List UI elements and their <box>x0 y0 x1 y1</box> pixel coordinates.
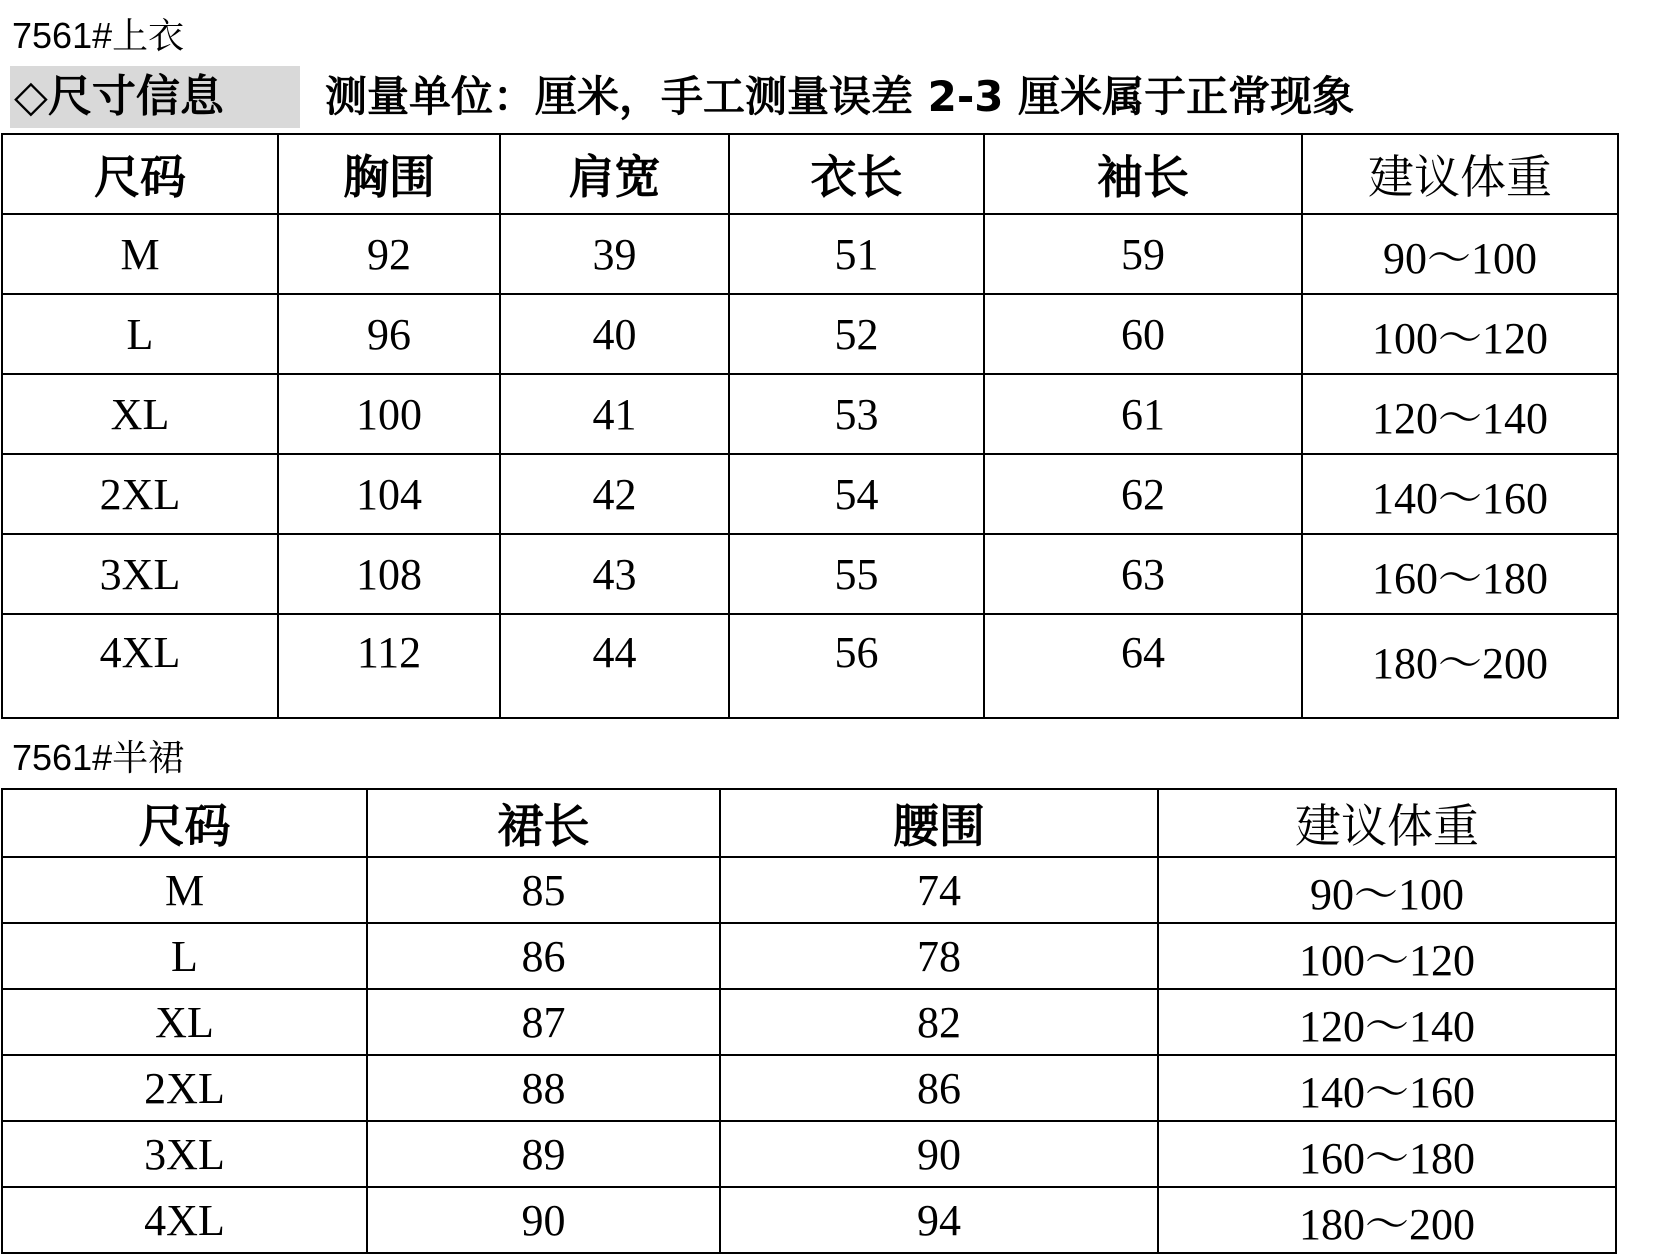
table-row <box>2 534 1618 614</box>
table-row <box>2 1187 1616 1253</box>
table-header-row <box>2 134 1618 214</box>
measurement-note: 测量单位：厘米，手工测量误差 2-3 厘米属于正常现象 <box>325 72 1355 121</box>
header-sleeve: 袖长 <box>984 134 1302 214</box>
size-cell: M <box>2 857 367 923</box>
length-cell: 52 <box>729 294 984 374</box>
chest-cell: 108 <box>278 534 500 614</box>
table-row <box>2 454 1618 534</box>
header-length: 衣长 <box>729 134 984 214</box>
header-shoulder: 肩宽 <box>500 134 729 214</box>
header-size: 尺码 <box>2 789 367 857</box>
size-cell: 2XL <box>2 454 278 534</box>
table-row <box>2 989 1616 1055</box>
weight-cell: 180～200 <box>1302 614 1618 718</box>
chest-cell: 96 <box>278 294 500 374</box>
table-row <box>2 1121 1616 1187</box>
waist-cell: 86 <box>720 1055 1158 1121</box>
size-cell: 3XL <box>2 534 278 614</box>
size-info-row <box>10 66 1530 128</box>
weight-cell: 90～100 <box>1302 214 1618 294</box>
waist-cell: 74 <box>720 857 1158 923</box>
length-cell: 54 <box>729 454 984 534</box>
shoulder-cell: 43 <box>500 534 729 614</box>
header-skirt-length: 裙长 <box>367 789 720 857</box>
chest-cell: 92 <box>278 214 500 294</box>
skirt-length-cell: 85 <box>367 857 720 923</box>
header-chest: 胸围 <box>278 134 500 214</box>
weight-cell: 140～160 <box>1302 454 1618 534</box>
weight-cell: 100～120 <box>1158 923 1616 989</box>
table-row <box>2 857 1616 923</box>
chest-cell: 112 <box>278 614 500 718</box>
chest-cell: 100 <box>278 374 500 454</box>
size-cell: XL <box>2 989 367 1055</box>
top-size-table <box>1 133 1619 719</box>
skirt-length-cell: 88 <box>367 1055 720 1121</box>
length-cell: 53 <box>729 374 984 454</box>
table-row <box>2 923 1616 989</box>
skirt-size-table <box>1 788 1617 1254</box>
waist-cell: 94 <box>720 1187 1158 1253</box>
shoulder-cell: 40 <box>500 294 729 374</box>
skirt-length-cell: 89 <box>367 1121 720 1187</box>
size-cell: L <box>2 923 367 989</box>
size-cell: XL <box>2 374 278 454</box>
table-header-row <box>2 789 1616 857</box>
sleeve-cell: 62 <box>984 454 1302 534</box>
size-cell: 4XL <box>2 1187 367 1253</box>
sleeve-cell: 61 <box>984 374 1302 454</box>
header-weight: 建议体重 <box>1302 134 1618 214</box>
shoulder-cell: 41 <box>500 374 729 454</box>
table-row <box>2 374 1618 454</box>
size-cell: 4XL <box>2 614 278 718</box>
skirt-length-cell: 86 <box>367 923 720 989</box>
size-cell: 3XL <box>2 1121 367 1187</box>
length-cell: 56 <box>729 614 984 718</box>
top-caption: 7561#上衣 <box>12 15 185 56</box>
header-waist: 腰围 <box>720 789 1158 857</box>
table-row <box>2 1055 1616 1121</box>
size-cell: 2XL <box>2 1055 367 1121</box>
waist-cell: 82 <box>720 989 1158 1055</box>
shoulder-cell: 44 <box>500 614 729 718</box>
sleeve-cell: 64 <box>984 614 1302 718</box>
shoulder-cell: 39 <box>500 214 729 294</box>
table-row <box>2 614 1618 718</box>
skirt-length-cell: 87 <box>367 989 720 1055</box>
weight-cell: 90～100 <box>1158 857 1616 923</box>
table-row <box>2 294 1618 374</box>
weight-cell: 120～140 <box>1158 989 1616 1055</box>
sleeve-cell: 63 <box>984 534 1302 614</box>
weight-cell: 180～200 <box>1158 1187 1616 1253</box>
size-cell: L <box>2 294 278 374</box>
waist-cell: 90 <box>720 1121 1158 1187</box>
shoulder-cell: 42 <box>500 454 729 534</box>
skirt-length-cell: 90 <box>367 1187 720 1253</box>
table-row <box>2 214 1618 294</box>
weight-cell: 160～180 <box>1158 1121 1616 1187</box>
length-cell: 55 <box>729 534 984 614</box>
header-size: 尺码 <box>2 134 278 214</box>
waist-cell: 78 <box>720 923 1158 989</box>
sleeve-cell: 60 <box>984 294 1302 374</box>
size-cell: M <box>2 214 278 294</box>
length-cell: 51 <box>729 214 984 294</box>
weight-cell: 160～180 <box>1302 534 1618 614</box>
skirt-caption: 7561#半裙 <box>12 737 185 778</box>
sleeve-cell: 59 <box>984 214 1302 294</box>
size-info-label: ◇尺寸信息 <box>10 66 300 128</box>
weight-cell: 120～140 <box>1302 374 1618 454</box>
header-weight: 建议体重 <box>1158 789 1616 857</box>
chest-cell: 104 <box>278 454 500 534</box>
weight-cell: 100～120 <box>1302 294 1618 374</box>
weight-cell: 140～160 <box>1158 1055 1616 1121</box>
